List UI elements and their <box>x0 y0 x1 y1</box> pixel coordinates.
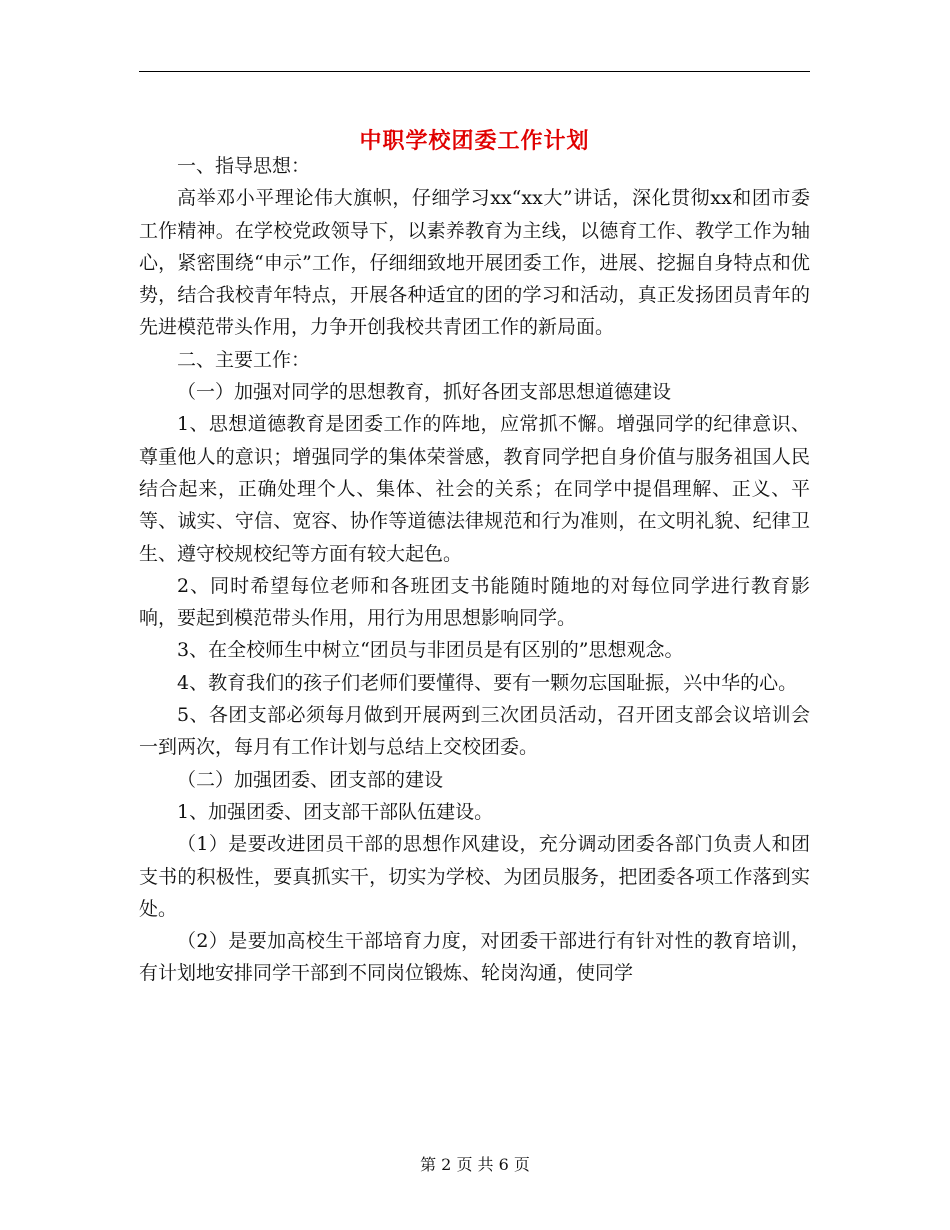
paragraph: （1）是要改进团员干部的思想作风建设，充分调动团委各部门负责人和团支书的积极性，要真抓实干，切实为学校、为团员服务，把团委各项工作落到实处。 <box>139 833 810 920</box>
document-body <box>139 150 810 990</box>
paragraph: （2）是要加高校生干部培育力度，对团委干部进行有针对性的教育培训，有计划地安排同学干部到不同岗位锻炼、轮岗沟通，使同学 <box>139 930 810 985</box>
section-heading: 二、主要工作： <box>177 348 311 371</box>
page-number: 第 2 页 共 6 页 <box>420 1155 530 1174</box>
paragraph: 3、在全校师生中树立“团员与非团员是有区别的”思想观念。 <box>177 639 684 662</box>
header-rule <box>139 71 810 72</box>
paragraph: 5、各团支部必须每月做到开展两到三次团员活动，召开团支部会议培训会一到两次，每月有工作计划与总结上交校团委。 <box>139 704 810 759</box>
paragraph: 1、加强团委、团支部干部队伍建设。 <box>177 800 494 823</box>
paragraph: 高举邓小平理论伟大旗帜，仔细学习xx“xx大”讲话，深化贯彻xx和团市委工作精神。在学校党政领导下，以素养教育为主线，以德育工作、教学工作为轴心，紧密围绕“申示”工作，仔细细致地开展团委工作，进展、挖掘自身特点和优势，结合我校青年特点，开展各种适宜的团的学习和活动，真正发扬团员青年的先进模范带头作用，力争开创我校共青团工作的新局面。 <box>139 187 810 339</box>
paragraph: 4、教育我们的孩子们老师们要懂得、要有一颗勿忘国耻振，兴中华的心。 <box>177 671 798 694</box>
paragraph: 1、思想道德教育是团委工作的阵地，应常抓不懈。增强同学的纪律意识、尊重他人的意识；增强同学的集体荣誉感，教育同学把自身价值与服务祖国人民结合起来，正确处理个人、集体、社会的关系；在同学中提倡理解、正义、平等、诚实、守信、宽容、协作等道德法律规范和行为准则，在文明礼貌、纪律卫生、遵守校规校纪等方面有较大起色。 <box>139 413 810 565</box>
subsection-heading: （二）加强团委、团支部的建设 <box>177 768 444 791</box>
document-title: 中职学校团委工作计划 <box>359 127 590 154</box>
subsection-heading: （一）加强对同学的思想教育，抓好各团支部思想道德建设 <box>177 381 672 404</box>
section-heading: 一、指导思想： <box>177 155 311 177</box>
paragraph: 2、同时希望每位老师和各班团支书能随时随地的对每位同学进行教育影响，要起到模范带头作用，用行为用思想影响同学。 <box>139 574 810 630</box>
